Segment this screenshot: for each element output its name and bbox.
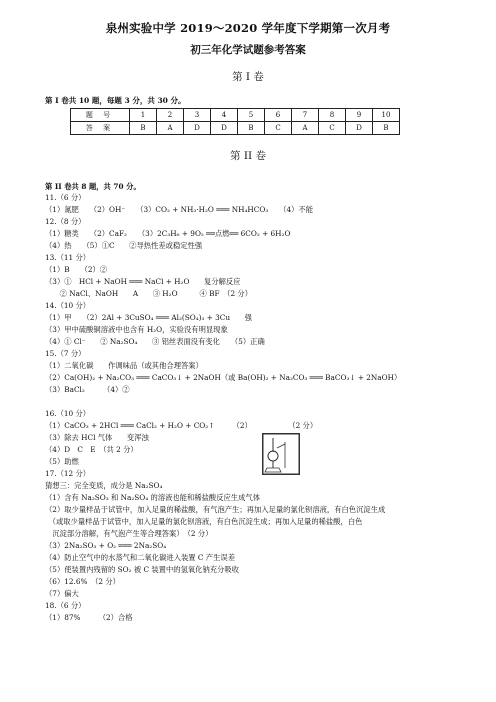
- answer-line: （1）含有 Na₂SO₃ 和 Na₂SO₄ 的溶液也能和稀盐酸反应生成气体: [45, 493, 260, 502]
- row-label: 答 案: [71, 122, 130, 135]
- table-cell: A: [157, 122, 184, 135]
- answer-line: 沉淀部分溶解，有气泡产生等合理答案） （2 分）: [45, 529, 213, 538]
- table-cell: D: [184, 122, 211, 135]
- gas-collection-apparatus-figure: [262, 433, 300, 475]
- table-cell: 10: [373, 109, 400, 122]
- answer-line: （3）2Na₂SO₃ + O₂ ═══ 2Na₂SO₄: [45, 541, 167, 550]
- answer-line: （或取少量样品于试管中，加入足量的氯化钡溶液，有白色沉淀生成；再加入足量的稀盐酸，白色: [45, 517, 363, 526]
- answer-line: （3）甲中硫酸铜溶液中也含有 H₂O，实验没有明显现象: [45, 325, 228, 334]
- answer-line: 17.（12 分）: [45, 469, 91, 478]
- document-subtitle: 初三年化学试题参考答案: [190, 44, 306, 56]
- answer-line: ② NaCl、NaOH A ③ H₂O ④ BF （2 分）: [45, 289, 253, 298]
- answer-line: （6）12.6% （2 分）: [45, 577, 120, 586]
- answer-table-number-row: [71, 109, 400, 122]
- table-cell: B: [238, 122, 265, 135]
- answer-line: （5）助燃: [45, 457, 79, 466]
- answer-line: （1）甲 （2）2Al + 3CuSO₄ ═══ Al₂(SO₄)₃ + 3Cu 强: [45, 313, 252, 322]
- answer-line: 11.（6 分）: [45, 193, 86, 202]
- part2-note: 第 II 卷共 8 题，共 70 分。: [45, 182, 141, 191]
- answer-line: 16.（10 分）: [45, 409, 91, 418]
- answer-line: （4）热 （5）①C ②导热性差或稳定性强: [45, 241, 203, 250]
- table-cell: 5: [238, 109, 265, 122]
- table-cell: 7: [292, 109, 319, 122]
- row-label: 题 号: [71, 109, 130, 122]
- answer-line: （3）除去 HCl 气体 变浑浊: [45, 433, 149, 442]
- table-cell: B: [373, 122, 400, 135]
- answer-line: 猜想三：完全变质，成分是 Na₂SO₄: [45, 481, 163, 490]
- answer-line: 12.（8 分）: [45, 217, 86, 226]
- answer-line: （2）取少量样品于试管中，加入足量的稀盐酸，有气泡产生；再加入足量的氯化钡溶液，有白色沉淀生成: [45, 505, 386, 514]
- answer-line: （1）CaCO₃ + 2HCl ═══ CaCl₂ + H₂O + CO₂↑ （2） （2 分）: [45, 421, 318, 430]
- answer-line: （2）Ca(OH)₂ + Na₂CO₃ ═══ CaCO₃↓ + 2NaOH（或 Ba(OH)₂ + Na₂CO₃ ═══ BaCO₃↓ + 2NaOH）: [45, 373, 402, 382]
- answer-line: （4）防止空气中的水蒸气和二氧化碳进入装置 C 产生误差: [45, 553, 235, 562]
- table-cell: C: [319, 122, 346, 135]
- answer-line: （1）氮肥 （2）OH⁻ （3）CO₂ + NH₃·H₂O ═══ NH₄HCO₃ （4）不能: [45, 205, 314, 214]
- part1-heading: 第 I 卷: [232, 71, 264, 83]
- answer-line: 14.（10 分）: [45, 301, 91, 310]
- table-cell: 9: [346, 109, 373, 122]
- answer-line: 13.（11 分）: [45, 253, 91, 262]
- table-cell: 6: [265, 109, 292, 122]
- answer-line: （1）糖类 （2）CaF₂ （3）2C₃H₆ + 9O₂ ══点燃══ 6CO₂ + 6H₂O: [45, 229, 291, 238]
- table-cell: 2: [157, 109, 184, 122]
- table-cell: 8: [319, 109, 346, 122]
- table-cell: A: [292, 122, 319, 135]
- answer-line: （3）① HCl + NaOH ═══ NaCl + H₂O 复分解反应: [45, 277, 241, 286]
- answer-line: 15.（7 分）: [45, 349, 86, 358]
- answer-line: （3）BaCl₂ （4）②: [45, 385, 130, 394]
- part2-heading: 第 II 卷: [230, 150, 266, 162]
- answer-line: （4）① Cl⁻ ② Na₂SO₄ ③ 铝丝表面没有变化 （5）正确: [45, 337, 265, 346]
- table-cell: 3: [184, 109, 211, 122]
- table-cell: D: [211, 122, 238, 135]
- document-title: 泉州实验中学 2019～2020 学年度下学期第一次月考: [105, 21, 391, 35]
- table-cell: 1: [130, 109, 157, 122]
- table-cell: 4: [211, 109, 238, 122]
- answer-line: 18.（6 分）: [45, 601, 86, 610]
- table-cell: B: [130, 122, 157, 135]
- answer-line: （1）B （2）②: [45, 265, 108, 274]
- answer-table: [70, 108, 400, 135]
- answer-line: （1）87% （2）合格: [45, 613, 133, 622]
- answer-line: （7）偏大: [45, 589, 79, 598]
- answer-line: （5）使装置内残留的 SO₂ 被 C 装置中的氢氧化钠充分吸收: [45, 565, 239, 574]
- answer-table-answer-row: [71, 122, 400, 135]
- answer-line: （1）二氧化碳 作调味品（或其他合理答案）: [45, 361, 203, 370]
- answer-line: （4）D C E （共 2 分）: [45, 445, 138, 454]
- table-cell: C: [265, 122, 292, 135]
- table-cell: D: [346, 122, 373, 135]
- part1-note: 第 I 卷共 10 题，每题 3 分，共 30 分。: [45, 96, 186, 105]
